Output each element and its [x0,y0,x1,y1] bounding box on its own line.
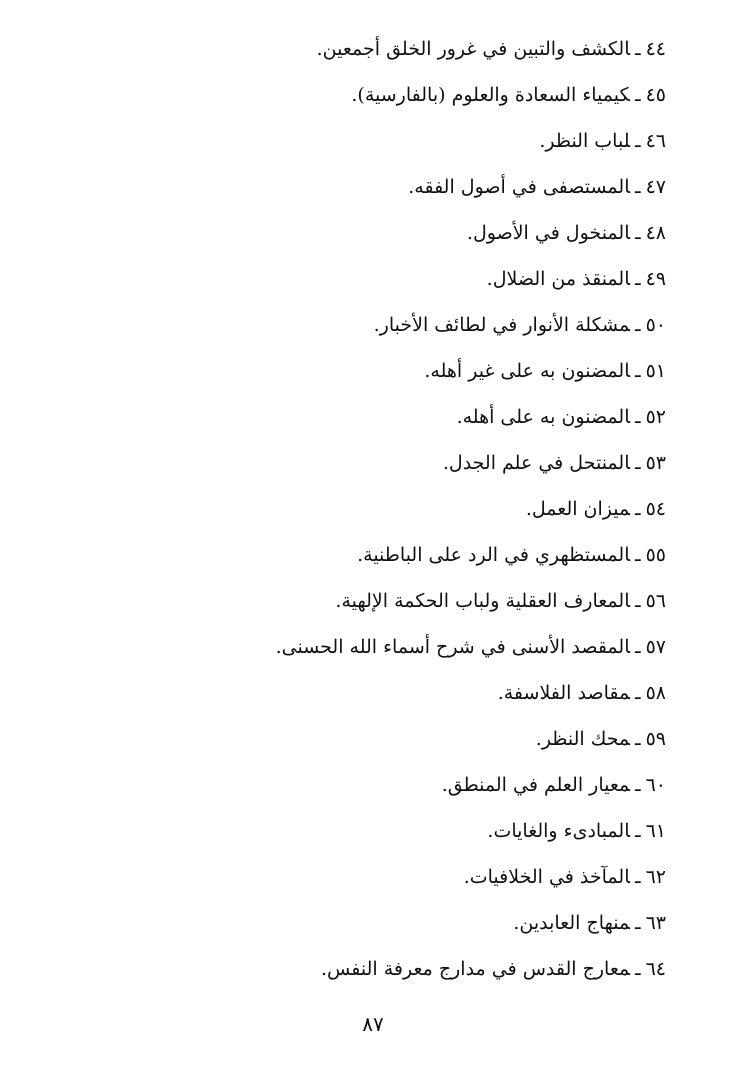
item-number: ٦٠ [645,774,666,796]
item-dash: ـ [635,544,641,566]
item-number: ٥٦ [645,590,666,612]
item-dash: ـ [635,636,641,658]
item-title: المستظهري في الرد على الباطنية. [357,544,630,566]
item-dash: ـ [635,866,641,888]
list-item [246,170,666,216]
item-title: مقاصد الفلاسفة. [497,682,630,704]
list-item [246,262,666,308]
item-number: ٥٥ [645,544,666,566]
item-number: ٥٠ [645,314,666,336]
item-title: المنخول في الأصول. [466,222,630,244]
item-title: معيار العلم في المنطق. [441,774,630,796]
item-number: ٥٣ [645,452,666,474]
list-item [246,78,666,124]
list-item [246,492,666,538]
list-item [246,722,666,768]
item-dash: ـ [635,728,641,750]
item-number: ٤٨ [645,222,666,244]
item-number: ٥٤ [645,498,666,520]
item-title: المعارف العقلية ولباب الحكمة الإلهية. [335,590,630,612]
page-number: ٨٧ [362,1012,384,1036]
item-title: المنتحل في علم الجدل. [442,452,630,474]
item-dash: ـ [635,682,641,704]
item-title: المآخذ في الخلافيات. [463,866,630,888]
item-dash: ـ [635,84,641,106]
list-item [246,584,666,630]
list-item [246,308,666,354]
item-dash: ـ [635,222,641,244]
book-list [246,32,666,998]
item-number: ٤٥ [645,84,666,106]
list-item [246,124,666,170]
item-title: الكشف والتبين في غرور الخلق أجمعين. [316,38,630,60]
list-item [246,216,666,262]
list-item [246,630,666,676]
item-dash: ـ [635,452,641,474]
item-title: مشكلة الأنوار في لطائف الأخبار. [373,314,630,336]
item-title: المضنون به على أهله. [456,406,630,428]
item-dash: ـ [635,176,641,198]
list-item [246,354,666,400]
item-title: المبادىء والغايات. [487,820,630,842]
item-dash: ـ [635,38,641,60]
list-item [246,768,666,814]
item-number: ٤٦ [645,130,666,152]
list-item [246,952,666,998]
list-item [246,32,666,78]
item-title: كيمياء السعادة والعلوم (بالفارسية). [351,84,630,106]
item-dash: ـ [635,590,641,612]
item-dash: ـ [635,314,641,336]
item-title: لباب النظر. [539,130,630,152]
item-number: ٥٧ [645,636,666,658]
item-title: منهاج العابدين. [513,912,630,934]
item-number: ٦٤ [645,958,666,980]
item-title: ميزان العمل. [525,498,630,520]
list-item [246,676,666,722]
item-number: ٦١ [645,820,666,842]
item-dash: ـ [635,268,641,290]
item-dash: ـ [635,498,641,520]
list-item [246,906,666,952]
list-item [246,400,666,446]
item-number: ٦٢ [645,866,666,888]
item-number: ٥١ [645,360,666,382]
item-number: ٦٣ [645,912,666,934]
item-dash: ـ [635,820,641,842]
item-number: ٤٤ [645,38,666,60]
list-item [246,860,666,906]
item-title: معارج القدس في مدارج معرفة النفس. [321,958,630,980]
item-dash: ـ [635,958,641,980]
item-dash: ـ [635,360,641,382]
item-dash: ـ [635,912,641,934]
item-number: ٤٩ [645,268,666,290]
item-number: ٤٧ [645,176,666,198]
item-title: المستصفى في أصول الفقه. [408,176,630,198]
list-item [246,446,666,492]
item-title: محك النظر. [535,728,630,750]
list-item [246,538,666,584]
item-dash: ـ [635,774,641,796]
item-title: المضنون به على غير أهله. [424,360,630,382]
item-number: ٥٩ [645,728,666,750]
item-title: المنقذ من الضلال. [486,268,630,290]
item-number: ٥٢ [645,406,666,428]
list-item [246,814,666,860]
item-title: المقصد الأسنى في شرح أسماء الله الحسنى. [275,636,630,658]
item-dash: ـ [635,406,641,428]
item-number: ٥٨ [645,682,666,704]
item-dash: ـ [635,130,641,152]
